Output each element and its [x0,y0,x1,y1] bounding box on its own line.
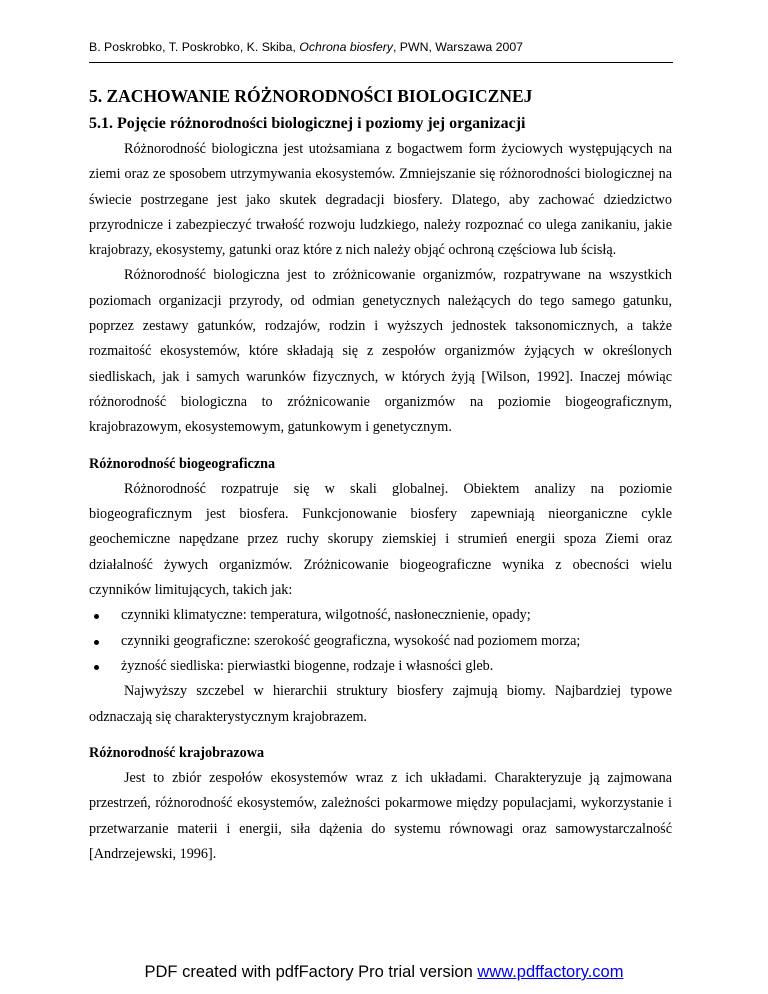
header-publisher: , PWN, Warszawa 2007 [392,40,524,54]
list-item-text: czynniki geograficzne: szerokość geograficzna, wysokość nad poziomem morza; [121,632,581,649]
limiting-factors-list [89,603,672,679]
list-item [89,629,672,654]
heading-biogeographic: Różnorodność biogeograficzna [89,455,276,472]
heading-landscape: Różnorodność krajobrazowa [89,744,265,761]
header-book-title: Ochrona biosfery [299,40,393,54]
pdf-footer [0,962,768,982]
paragraph-intro-2: Różnorodność biologiczna jest to zróżnicowanie organizmów, rozpatrywane na wszystkich poziomach organizacji przyrody, od odmian genetycznych należących do tego samego gatunku, poprzez zestawy gatunków, rodzajów, rodzin i wyższych jednostek taksonomicznych, a także rozmaitość ekosystemów, które składają się z zespołów organizmów żyjących w określonych siedliskach, jak i samych warunków fizycznych, w których żyją [Wilson, 1992]. Inaczej mówiąc różnorodność biologiczna to zróżnicowanie organizmów na poziomie biogeograficznym, krajobrazowym, ekosystemowym, gatunkowym i genetycznym. [89,267,672,436]
chapter-title: 5. ZACHOWANIE RÓŻNORODNOŚCI BIOLOGICZNEJ [89,86,533,106]
bullet-icon [94,614,99,619]
section-title: 5.1. Pojęcie różnorodności biologicznej i poziomy jej organizacji [89,115,526,132]
header-rule [89,62,673,63]
paragraph-biogeographic-1: Różnorodność rozpatruje się w skali globalnej. Obiektem analizy na poziomie biogeograficznym jest biosfera. Funkcjonowanie biosfery zapewniają nieorganiczne cykle geochemiczne napędzane przez ruchy skorupy ziemskiej i strumień energii spoza Ziemi oraz działalność żywych organizmów. Zróżnicowanie biogeograficzne wynika z obecności wielu czynników limitujących, takich jak: [89,480,672,599]
paragraph-landscape-1: Jest to zbiór zespołów ekosystemów wraz z ich układami. Charakteryzuje ją zajmowana przestrzeń, różnorodność ekosystemów, zależności pokarmowe między populacjami, wykorzystanie i przetwarzanie materii i energii, siła dążenia do systemu równowagi oraz samowystarczalność [Andrzejewski, 1996]. [89,770,672,863]
list-item [89,654,672,679]
footer-link[interactable]: www.pdffactory.com [477,963,624,981]
footer-text: PDF created with pdfFactory Pro trial version [144,963,478,981]
list-item-text: czynniki klimatyczne: temperatura, wilgotność, nasłonecznienie, opady; [121,607,531,624]
list-item [89,603,672,628]
header-authors: B. Poskrobko, T. Poskrobko, K. Skiba, [89,40,300,54]
bullet-icon [94,665,99,670]
list-item-text: żyzność siedliska: pierwiastki biogenne, rodzaje i własności gleb. [121,657,494,674]
document-body [89,137,672,867]
bullet-icon [94,640,99,645]
paragraph-intro-1: Różnorodność biologiczna jest utożsamiana z bogactwem form życiowych występujących na ziemi oraz ze sposobem utrzymywania ekosystemów. Zmniejszanie się różnorodności biologicznej na świecie postrzegane jest jako skutek degradacji biosfery. Dlatego, aby zachować dziedzictwo przyrodnicze i zabezpieczyć trwałość rozwoju ludzkiego, należy rozpoznać co ulega zanikaniu, jakie krajobrazy, ekosystemy, gatunki oraz które z nich należy objąć ochroną częściowa lub ścisłą. [89,141,672,259]
running-header [89,39,671,55]
paragraph-biogeographic-2: Najwyższy szczebel w hierarchii struktury biosfery zajmują biomy. Najbardziej typowe odznaczają się charakterystycznym krajobrazem. [89,683,672,725]
